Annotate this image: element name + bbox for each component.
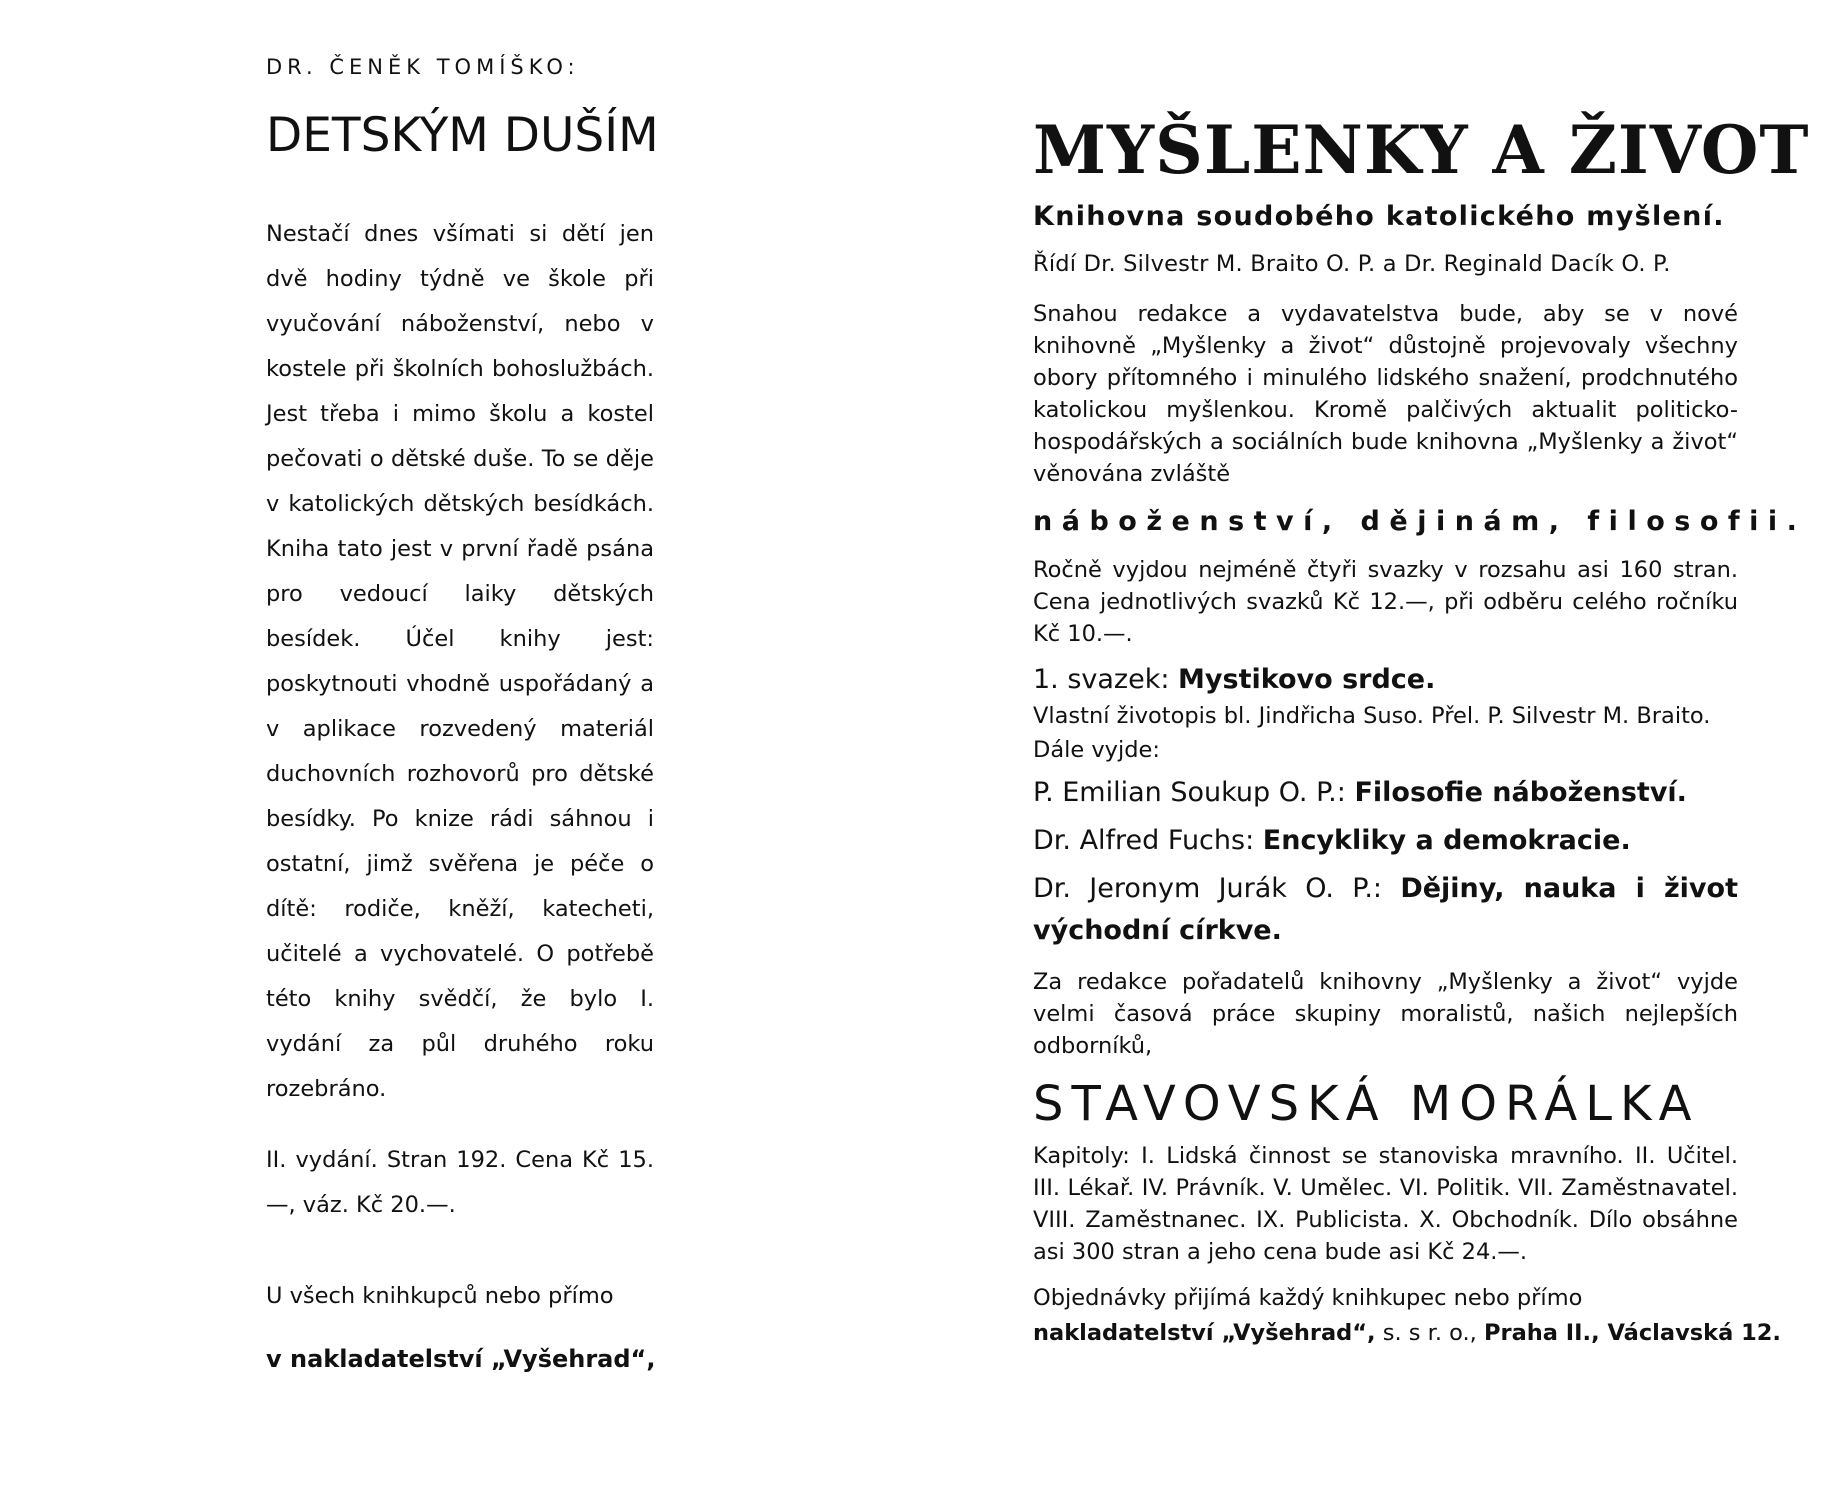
moralka-title: STAVOVSKÁ MORÁLKA xyxy=(1033,1076,1700,1132)
series-intro: Snahou redakce a vydavatelstva bude, aby se v nové knihovně „Myšlenky a život“ důstojně projevovaly všechny obory přítomného i minulého lidského snažení, prodchnutého katolickou myšlenkou. Kromě palčivých aktualit politicko-hospodářských a sociálních bude knihovna „Myšlenky a život“ věnována zvláště xyxy=(1033,301,1738,487)
volume-1 xyxy=(1033,660,1738,700)
availability-note: U všech knihkupců nebo přímo xyxy=(266,1283,614,1309)
publisher-street: Václavská 12. xyxy=(1599,1320,1781,1346)
chapters-list: Kapitoly: I. Lidská činnost se stanoviska mravního. II. Učitel. III. Lékař. IV. Právník. V. Umělec. VI. Politik. VII. Zaměstnavatel. VIII. Zaměstnanec. IX. Publicista. X. Obchodník. Dílo obsáhne asi 300 stran a jeho cena bude asi Kč 24.—. xyxy=(1033,1143,1738,1265)
upcoming-book-author: Dr. Alfred Fuchs: xyxy=(1033,825,1255,856)
upcoming-book-title: Encykliky a demokracie. xyxy=(1262,825,1631,856)
volume-1-label: 1. svazek: xyxy=(1033,664,1170,695)
upcoming-book xyxy=(1033,820,1738,862)
series-editors: Řídí Dr. Silvestr M. Braito O. P. a Dr. Reginald Dacík O. P. xyxy=(1033,251,1671,277)
left-page xyxy=(266,50,659,1382)
upcoming-book-author: Dr. Jeronym Jurák O. P.: xyxy=(1033,873,1383,904)
book-title: DETSKÝM DUŠÍM xyxy=(266,108,659,163)
upcoming-book-title: Filosofie náboženství. xyxy=(1354,777,1687,808)
volume-1-description: Vlastní životopis bl. Jindřicha Suso. Přel. P. Silvestr M. Braito. xyxy=(1033,703,1711,729)
orders-note: Objednávky přijímá každý knihkupec nebo přímo xyxy=(1033,1285,1583,1311)
publisher-suffix: s. s r. o., xyxy=(1375,1320,1484,1346)
publisher-city: Praha II., xyxy=(1483,1320,1600,1346)
volumes-info: Ročně vyjdou nejméně čtyři svazky v rozsahu asi 160 stran. Cena jednotlivých svazků Kč 12.—, při odběru celého ročníku Kč 10.—. xyxy=(1033,557,1738,647)
volume-1-title: Mystikovo srdce. xyxy=(1178,664,1436,695)
orders-publisher xyxy=(1033,1316,1781,1350)
series-subjects: náboženství, dějinám, filosofii. xyxy=(1033,506,1807,537)
za-redakce-note: Za redakce pořadatelů knihovny „Myšlenky a život“ vyjde velmi časová práce skupiny moralistů, našich nejlepších odborníků, xyxy=(1033,969,1738,1059)
upcoming-book xyxy=(1033,772,1738,814)
author-name: DR. ČENĚK TOMÍŠKO: xyxy=(266,55,580,79)
series-title: MYŠLENKY A ŽIVOT xyxy=(1033,111,1810,189)
edition-info: II. vydání. Stran 192. Cena Kč 15.—, váz. Kč 20.—. xyxy=(266,1147,654,1218)
upcoming-book-title: Dějiny, nauka i život východní církve. xyxy=(1033,873,1738,946)
right-page xyxy=(1033,110,1810,1373)
further-label: Dále vyjde: xyxy=(1033,737,1160,763)
book-description: Nestačí dnes všímati si dětí jen dvě hodiny týdně ve škole při vyučování náboženství, nebo v kostele při školních bohoslužbách. Jest třeba i mimo školu a kostel pečovati o dětské duše. To se děje v katolických dětských besídkách. Kniha tato jest v první řadě psána pro vedoucí laiky dětských besídek. Účel knihy jest: poskytnouti vhodně uspořádaný a v aplikace rozvedený materiál duchovních rozhovorů pro dětské besídky. Po knize rádi sáhnou i ostatní, jimž svěřena je péče o dítě: rodiče, kněží, katecheti, učitelé a vychovatelé. O potřebě této knihy svědčí, že bylo I. vydání za půl druhého roku rozebráno. xyxy=(266,221,654,1102)
upcoming-book-author: P. Emilian Soukup O. P.: xyxy=(1033,777,1346,808)
series-subtitle: Knihovna soudobého katolického myšlení. xyxy=(1033,201,1725,232)
upcoming-book xyxy=(1033,868,1738,952)
publisher-name-bold: nakladatelství „Vyšehrad“, xyxy=(1033,1320,1376,1346)
publisher-name: v nakladatelství „Vyšehrad“, xyxy=(266,1345,656,1373)
